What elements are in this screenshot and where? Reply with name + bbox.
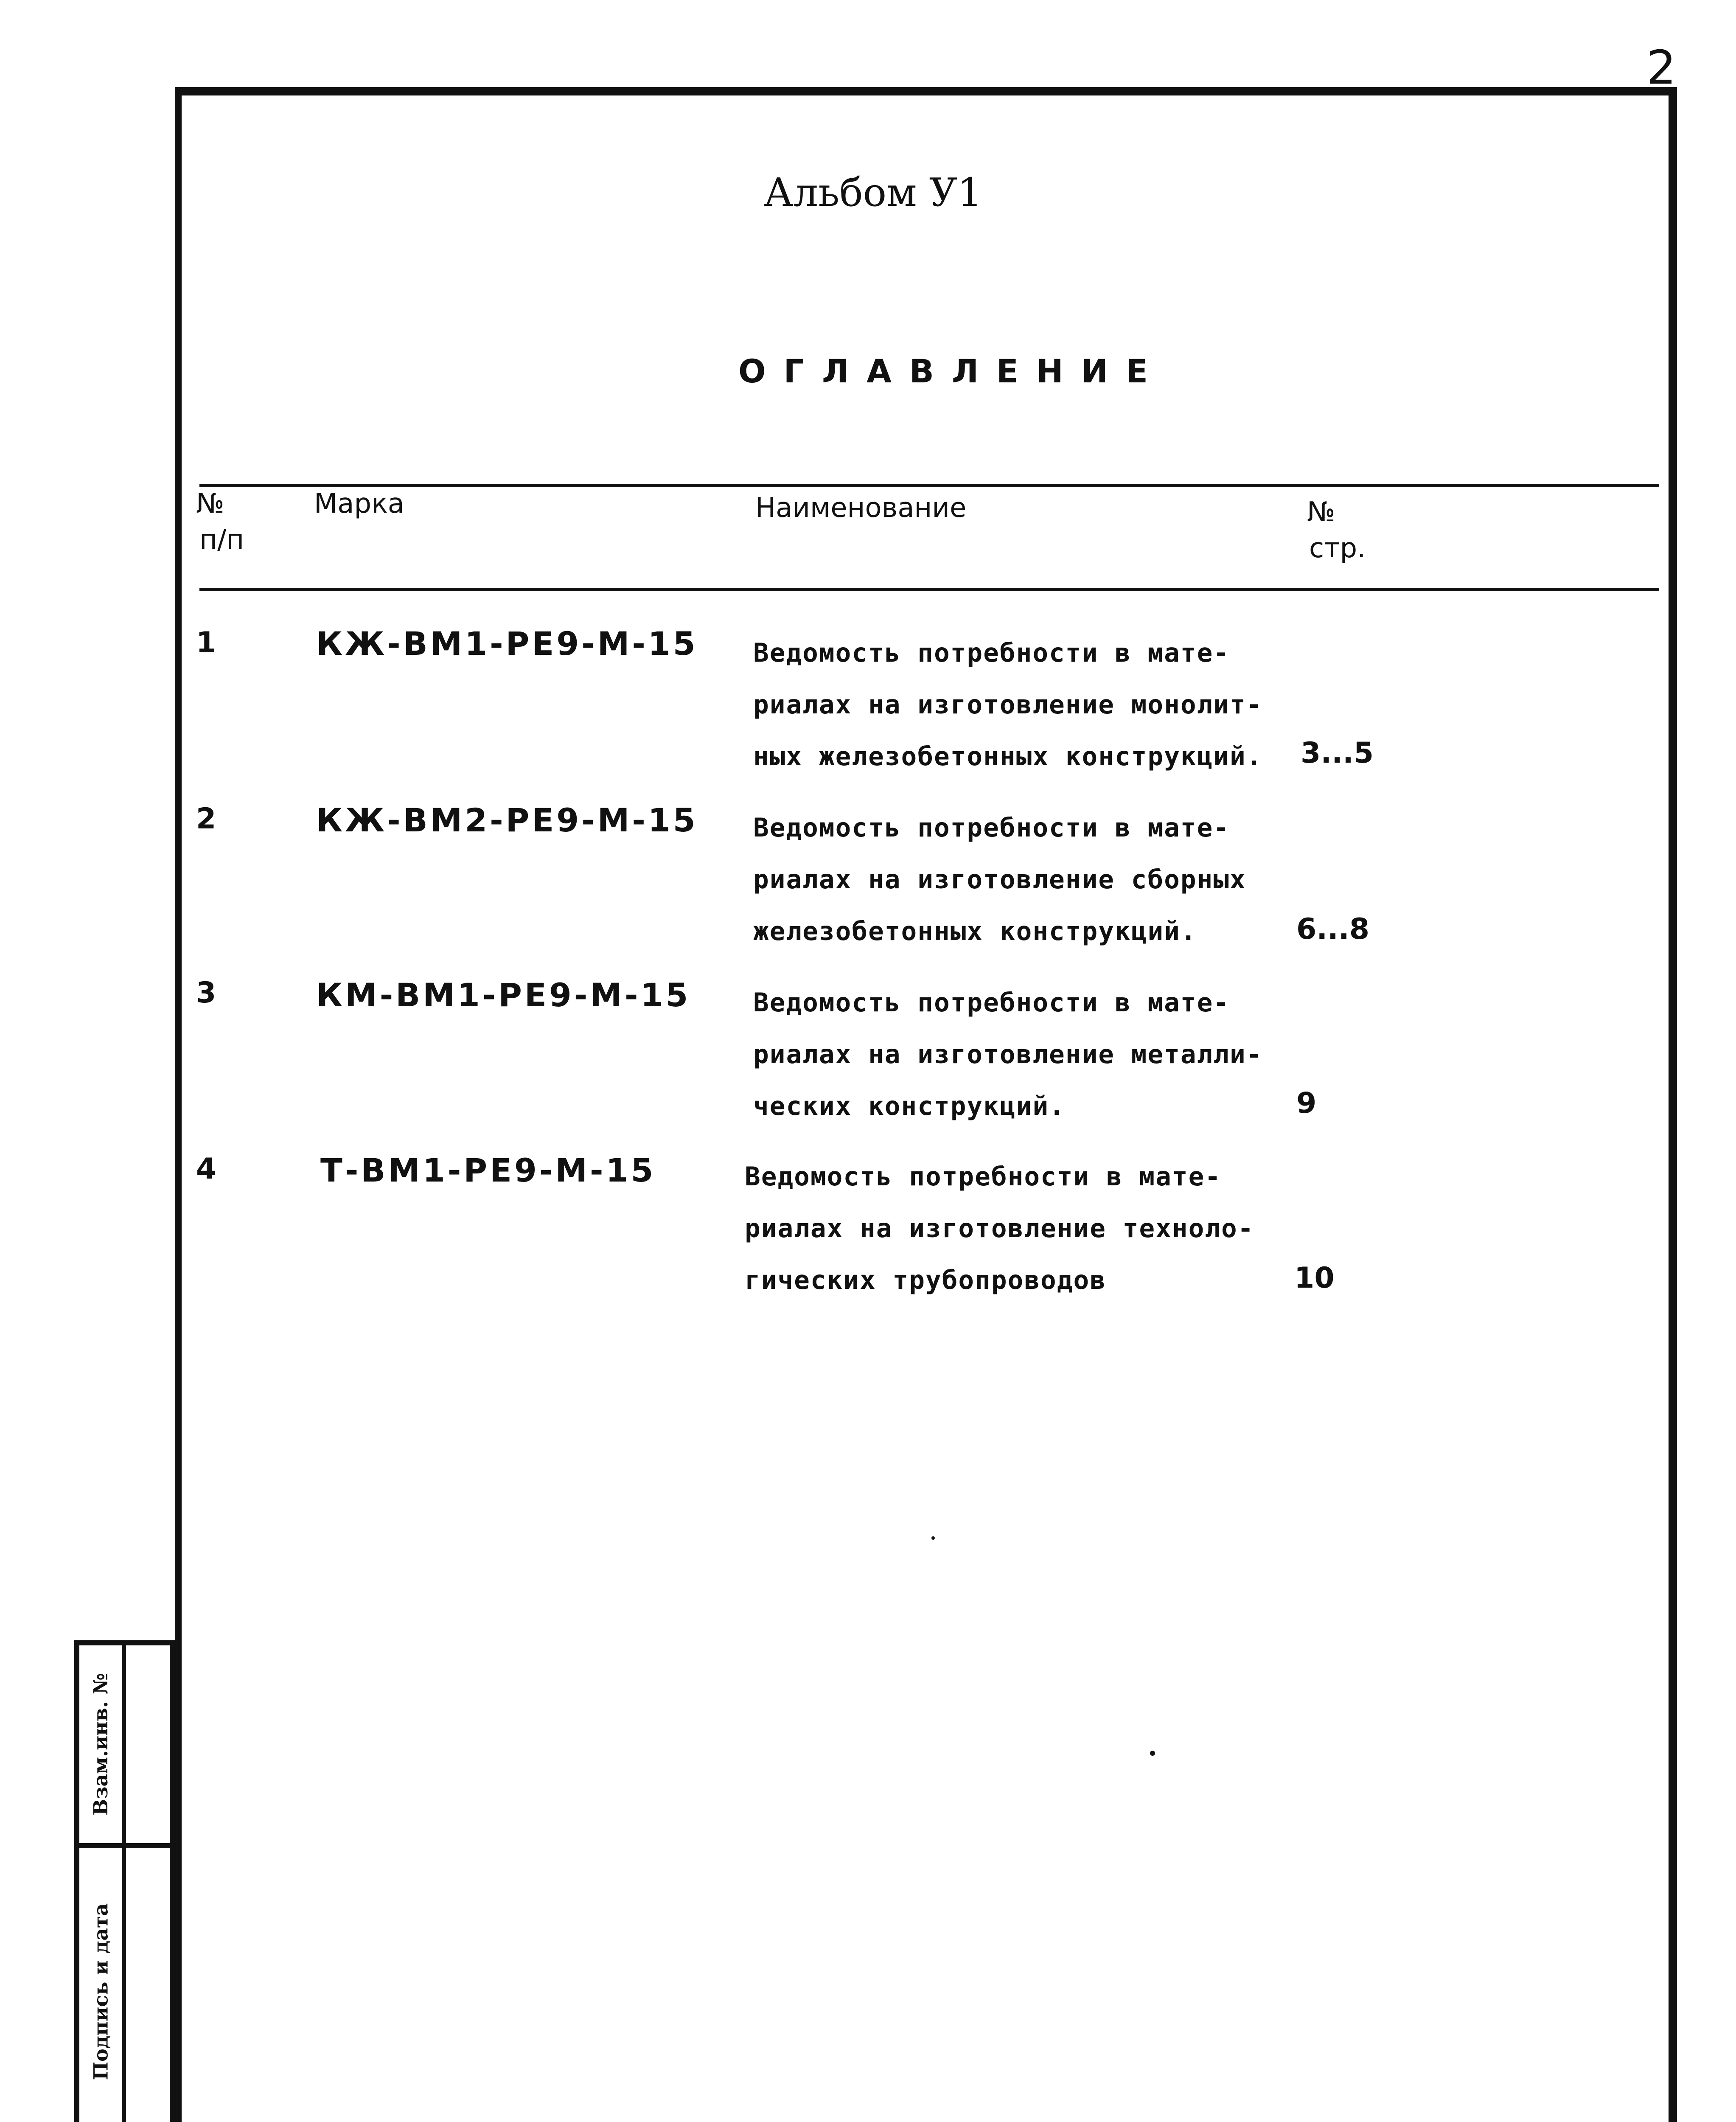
album-title: Альбом У1: [764, 170, 982, 215]
row-name-line: ных железобетонных конструкций.: [753, 741, 1263, 772]
header-bottom-rule: [199, 588, 1659, 591]
header-name: Наименование: [755, 492, 967, 524]
row-name-line: железобетонных конструкций.: [753, 916, 1197, 946]
row-number: 4: [196, 1152, 216, 1186]
stamp-label-text: Подпись и дата: [89, 1903, 112, 2080]
stamp-label-text: Взам.инв. №: [89, 1673, 112, 1816]
row-name-line: гических трубопроводов: [745, 1265, 1106, 1295]
stamp-signature-date: [74, 1843, 175, 2122]
header-top-rule: [199, 484, 1659, 487]
scan-speck: [931, 1536, 935, 1540]
header-num-symbol: №: [196, 488, 224, 519]
row-number: 3: [196, 976, 216, 1010]
stamp-label: [80, 1848, 121, 2122]
row-name-line: Ведомость потребности в мате-: [745, 1162, 1222, 1192]
row-name-line: Ведомость потребности в мате-: [753, 988, 1230, 1018]
row-pages: 10: [1294, 1261, 1335, 1295]
row-number: 2: [196, 802, 216, 836]
row-name-line: риалах на изготовление сборных: [753, 865, 1246, 895]
row-name-line: Ведомость потребности в мате-: [753, 813, 1230, 843]
row-name-line: Ведомость потребности в мате-: [753, 638, 1230, 668]
header-page-symbol: №: [1307, 497, 1335, 528]
stamp-label: [80, 1645, 121, 1843]
row-name: [753, 977, 1262, 1132]
row-mark: КЖ-ВМ1-РЕ9-М-15: [316, 625, 698, 662]
header-mark: Марка: [314, 488, 404, 519]
row-pages: 9: [1296, 1086, 1317, 1120]
toc-title: ОГЛАВЛЕНИЕ: [738, 352, 1166, 390]
header-num-label: п/п: [199, 524, 244, 556]
row-mark: КЖ-ВМ2-РЕ9-М-15: [316, 801, 698, 839]
row-name: [745, 1151, 1254, 1306]
row-name-line: риалах на изготовление техноло-: [745, 1213, 1254, 1243]
header-page-label: стр.: [1309, 533, 1366, 564]
row-mark: КМ-ВМ1-РЕ9-М-15: [316, 976, 691, 1014]
sheet-number: 2: [1646, 40, 1676, 95]
row-name-line: ческих конструкций.: [753, 1091, 1066, 1121]
stamp-interchange-inventory: [74, 1640, 175, 1848]
row-name: [753, 627, 1262, 783]
scan-speck: [1150, 1751, 1155, 1756]
row-name-line: риалах на изготовление металли-: [753, 1039, 1263, 1069]
row-pages: 6...8: [1296, 912, 1370, 946]
row-pages: 3...5: [1301, 736, 1374, 770]
stamp-divider: [122, 1848, 126, 2122]
stamp-divider: [122, 1645, 126, 1843]
row-name-line: риалах на изготовление монолит-: [753, 690, 1263, 720]
row-number: 1: [196, 626, 216, 660]
row-name: [753, 802, 1246, 957]
row-mark: Т-ВМ1-РЕ9-М-15: [320, 1151, 656, 1189]
